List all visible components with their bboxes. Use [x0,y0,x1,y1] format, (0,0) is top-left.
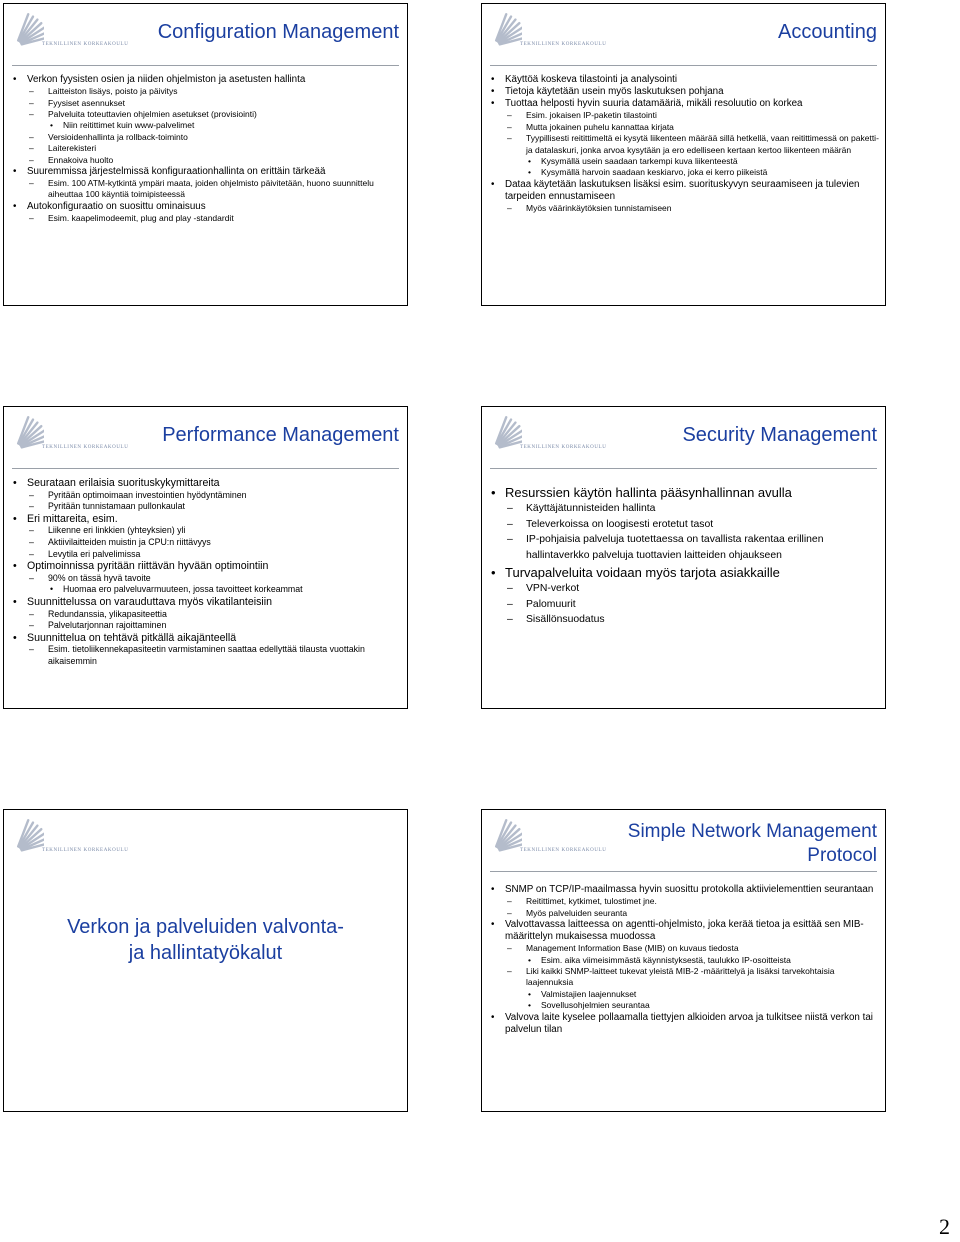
dash-marker: – [29,97,34,108]
bullet-text: Pyritään optimoimaan investointien hyödyntäminen [48,489,247,500]
bullet-text: Esim. aika viimeisimmästä käynnistyksestä, taulukko IP-osoitteista [541,954,791,965]
bullet-item-level-3 [490,1000,879,1011]
dash-marker: – [29,86,34,97]
bullet-marker: • [491,884,495,895]
bullet-text: Versioidenhallinta ja rollback-toiminto [48,131,188,142]
dash-marker: – [507,583,513,594]
bullet-item-level-1 [490,1012,879,1036]
brand-wordmark: TEKNILLINEN KORKEAKOULU [520,42,607,47]
tkk-fan-icon [14,413,44,451]
bullet-text: Niin reitittimet kuin www-palvelimet [63,120,195,131]
bullet-item-level-2 [12,644,401,667]
bullet-text: Suuremmissa järjestelmissä konfiguraationhallinta on erittäin tärkeää [27,165,326,177]
bullet-text: Esim. kaapelimodeemit, plug and play -standardit [48,212,234,223]
bullet-item-level-1 [490,86,879,98]
bullet-marker: • [528,954,531,965]
bullet-item-level-1 [490,884,879,896]
bullet-text: Käyttäjätunnisteiden hallinta [526,503,656,514]
slide-section-title [3,809,408,1112]
bullet-item-level-2 [12,525,401,537]
bullet-item-level-3 [490,156,879,167]
slide-body [490,483,879,628]
bullet-item-level-1 [490,98,879,110]
bullet-item-level-1 [12,596,401,609]
bullet-item-level-1 [12,513,401,526]
tkk-logo [14,816,132,856]
bullet-text: Myös palveluiden seuranta [526,907,628,918]
slide-title [628,820,877,868]
dash-marker: – [507,121,512,132]
bullet-item-level-1 [490,74,879,86]
dash-marker: – [507,534,513,545]
bullet-item-level-2 [490,597,879,613]
tkk-logo [492,413,610,453]
bullet-text: Ennakoiva huolto [48,154,114,165]
bullet-marker: • [50,120,53,131]
bullet-item-level-2 [490,908,879,919]
bullet-item-level-1 [490,565,879,581]
slide-performance-management [3,406,408,709]
slide-snmp [481,809,886,1112]
tkk-logo [492,10,610,50]
bullet-text: Huomaa ero palveluvarmuuteen, jossa tavoitteet korkeammat [63,584,303,595]
dash-marker: – [29,489,34,500]
bullet-text: Laitteiston lisäys, poisto ja päivitys [48,86,178,97]
section-title-line-1: Verkon ja palveluiden valvonta- [67,916,344,938]
slide-body [490,74,879,214]
bullet-item-level-3 [490,989,879,1000]
bullet-text: Reitittimet, kytkimet, tulostimet jne. [526,896,657,907]
bullet-marker: • [528,155,531,166]
bullet-text: Tuottaa helposti hyvin suuria datamääriä, mikäli resoluutio on korkea [505,98,803,110]
bullet-text: Esim. jokaisen IP-paketin tilastointi [526,110,657,121]
bullet-item-level-2 [12,490,401,502]
bullet-text: Management Information Base (MIB) on kuvaus tiedosta [526,943,739,954]
slide-body [12,477,401,668]
bullet-item-level-2 [490,943,879,954]
bullet-marker: • [528,988,531,999]
bullet-text: Laiterekisteri [48,143,97,154]
dash-marker: – [29,644,34,655]
bullet-item-level-2 [490,581,879,597]
dash-marker: – [507,943,512,954]
bullet-marker: • [13,631,17,644]
bullet-text: Esim. tietoliikennekapasiteetin varmistaminen saattaa edellyttää tilausta vuottakin aikaisemmin [48,644,365,666]
bullet-text: Sovellusohjelmien seurantaa [541,1000,650,1011]
dash-marker: – [29,131,34,142]
bullet-marker: • [13,74,17,85]
bullet-text: Eri mittareita, esim. [27,512,118,525]
bullet-item-level-1 [12,166,401,178]
bullet-marker: • [491,918,495,930]
bullet-text: Resurssien käytön hallinta pääsynhallinnan avulla [505,485,792,500]
bullet-item-level-2 [490,122,879,133]
slide-title: Security Management [682,424,877,446]
bullet-text: Liki kaikki SNMP-laitteet tukevat yleistä MIB-2 -määrittelyä ja lisäksi tarvekohtaisia laajennuksia [526,965,835,988]
dash-marker: – [29,548,34,559]
tkk-logo [14,413,132,453]
brand-wordmark: TEKNILLINEN KORKEAKOULU [520,445,607,450]
bullet-text: Myös väärinkäytöksien tunnistamiseen [526,202,672,213]
bullet-item-level-2 [12,573,401,585]
bullet-item-level-2 [12,132,401,143]
bullet-item-level-2 [12,609,401,621]
title-rule [490,871,877,872]
bullet-item-level-2 [12,620,401,632]
bullet-item-level-3 [490,167,879,178]
bullet-marker: • [13,512,17,525]
bullet-marker: • [13,165,17,177]
bullet-text: Palveluita toteuttavien ohjelmien asetukset (provisiointi) [48,108,257,119]
brand-wordmark: TEKNILLINEN KORKEAKOULU [520,848,607,853]
bullet-item-level-1 [12,560,401,573]
dash-marker: – [507,965,512,976]
bullet-text: Suunnittelua on tehtävä pitkällä aikajänteellä [27,631,237,644]
dash-marker: – [29,608,34,619]
title-rule [12,468,399,469]
slide-body [12,74,401,224]
bullet-text: Sisällönsuodatus [526,614,605,625]
bullet-text: Verkon fyysisten osien ja niiden ohjelmiston ja asetusten hallinta [27,74,306,85]
bullet-item-level-2 [12,98,401,109]
bullet-text: VPN-verkot [526,583,580,594]
dash-marker: – [507,110,512,121]
dash-marker: – [29,501,34,512]
bullet-text: Kysymällä harvoin saadaan keskiarvo, joka ei kerro piikeistä [541,167,768,178]
bullet-text: Valvova laite kyselee pollaamalla tiettyjen alkioiden arvoa ja tulkitsee niistä verkon tai palvelun tilan [505,1011,873,1035]
bullet-item-level-2 [490,532,879,563]
tkk-logo [14,10,132,50]
bullet-item-level-1 [490,919,879,943]
dash-marker: – [29,143,34,154]
bullet-text: Dataa käytetään laskutuksen lisäksi esim. suorituskyvyn seuraamiseen ja tulevien tarpeiden ennustamiseen [505,178,860,202]
bullet-item-level-1 [490,485,879,501]
tkk-fan-icon [492,10,522,48]
bullet-text: Palomuurit [526,598,576,610]
dash-marker: – [29,178,34,189]
dash-marker: – [29,154,34,165]
bullet-item-level-2 [490,517,879,533]
dash-marker: – [29,525,34,536]
bullet-marker: • [491,74,495,85]
bullet-item-level-2 [490,203,879,214]
slide-title-line-1: Simple Network Management [627,821,877,842]
bullet-text: Palvelutarjonnan rajoittaminen [48,620,167,631]
bullet-marker: • [13,595,17,608]
tkk-fan-icon [14,816,44,854]
slide-title: Accounting [778,21,877,43]
bullet-item-level-1 [12,74,401,86]
bullet-text: Optimoinnissa pyritään riittävän hyvään optimointiin [27,560,269,573]
slide-security-management [481,406,886,709]
tkk-fan-icon [492,816,522,854]
bullet-item-level-1 [12,477,401,490]
bullet-item-level-2 [490,133,879,156]
bullet-item-level-2 [490,612,879,628]
slide-accounting [481,3,886,306]
dash-marker: – [507,598,513,610]
bullet-item-level-2 [12,86,401,97]
bullet-text: Tietoja käytetään usein myös laskutuksen pohjana [505,86,724,98]
bullet-text: Redundanssia, ylikapasiteettia [48,608,167,619]
section-title-line-2: ja hallintatyökalut [128,942,283,964]
dash-marker: – [29,108,34,119]
bullet-text: Autokonfiguraatio on suosittu ominaisuus [27,200,206,212]
bullet-marker: • [491,98,495,110]
bullet-text: Kysymällä usein saadaan tarkempi kuva liikenteestä [541,155,738,166]
bullet-marker: • [491,86,495,98]
tkk-fan-icon [14,10,44,48]
dash-marker: – [507,907,512,918]
bullet-text: Turvapalveluita voidaan myös tarjota asiakkaille [505,565,780,580]
title-rule [490,65,877,66]
bullet-text: Levytila eri palvelimissa [48,548,141,559]
dash-marker: – [507,896,512,907]
dash-marker: – [29,536,34,547]
brand-wordmark: TEKNILLINEN KORKEAKOULU [42,445,129,450]
bullet-text: IP-pohjaisia palveluja tuotettaessa on tavallista rakentaa erillinen hallintaverkko palveluja tuottavien laitteiden ohjaukseen [526,534,824,561]
slide-configuration-management [3,3,408,306]
bullet-marker: • [528,167,531,178]
title-rule [490,468,877,469]
bullet-item-level-2 [490,896,879,907]
brand-wordmark: TEKNILLINEN KORKEAKOULU [42,42,129,47]
bullet-item-level-2 [490,966,879,989]
bullet-text: Pyritään tunnistamaan pullonkaulat [48,501,185,512]
dash-marker: – [507,518,513,530]
bullet-text: Suunnittelussa on varauduttava myös vikatilanteisiin [27,595,272,608]
bullet-item-level-2 [12,178,401,201]
bullet-text: Esim. 100 ATM-kytkintä ympäri maata, joiden ohjelmisto päivitetään, huono suunnittelu aiheuttaa 100 käyntiä toimipisteessä [48,178,374,200]
page-number: 2 [939,1214,950,1239]
dash-marker: – [29,212,34,223]
bullet-item-level-3 [490,955,879,966]
bullet-marker: • [491,178,495,190]
bullet-text: SNMP on TCP/IP-maailmassa hyvin suosittu protokolla aktiivielementtien seurantaan [505,884,874,895]
bullet-item-level-2 [12,549,401,561]
bullet-marker: • [13,200,17,212]
bullet-text: Liikenne eri linkkien (yhteyksien) yli [48,525,186,536]
bullet-item-level-2 [12,143,401,154]
bullet-marker: • [491,565,496,580]
dash-marker: – [507,202,512,213]
tkk-fan-icon [492,413,522,451]
bullet-marker: • [491,1011,495,1023]
bullet-text: Käyttöä koskeva tilastointi ja analysointi [505,74,678,85]
bullet-text: Televerkoissa on loogisesti erotetut tasot [526,518,714,530]
bullet-item-level-3 [12,120,401,131]
bullet-item-level-2 [490,110,879,121]
slide-title: Configuration Management [157,21,399,43]
bullet-item-level-1 [12,632,401,645]
bullet-marker: • [13,560,17,573]
bullet-text: Seurataan erilaisia suorituskykymittareita [27,477,220,489]
brand-wordmark: TEKNILLINEN KORKEAKOULU [42,848,129,853]
bullet-item-level-2 [12,213,401,224]
title-rule [12,65,399,66]
tkk-logo [492,816,610,856]
bullet-item-level-2 [490,501,879,517]
dash-marker: – [507,133,512,144]
bullet-text: Valmistajien laajennukset [541,988,637,999]
bullet-item-level-1 [490,179,879,203]
bullet-marker: • [50,584,54,595]
bullet-text: Fyysiset asennukset [48,97,126,108]
bullet-text: Valvottavassa laitteessa on agentti-ohjelmisto, joka kerää tietoa ja esittää sen MIB-määrittelyn mukaisessa muodossa [505,918,864,942]
bullet-text: Mutta jokainen puhelu kannattaa kirjata [526,121,674,132]
dash-marker: – [29,620,34,631]
bullet-text: Tyypillisesti reitittimeltä ei kysytä liikenteen määrää sillä hetkellä, vaan reitittimessä on paketti- ja datalaskuri, jonka arvoa kysytään ja ero edelliseen kertaan kertoo liikenteen määrän [526,133,879,155]
bullet-item-level-2 [12,501,401,513]
bullet-item-level-2 [12,537,401,549]
bullet-item-level-2 [12,155,401,166]
dash-marker: – [507,614,513,625]
slide-title: Performance Management [162,424,399,446]
dash-marker: – [507,503,513,514]
slide-title-line-2: Protocol [807,845,877,866]
bullet-item-level-3 [12,584,401,596]
bullet-item-level-2 [12,109,401,120]
bullet-text: 90% on tässä hyvä tavoite [48,572,151,583]
bullet-marker: • [528,1000,531,1011]
bullet-marker: • [13,477,17,489]
slide-body [490,884,879,1036]
bullet-marker: • [491,485,496,500]
bullet-item-level-1 [12,201,401,213]
dash-marker: – [29,572,34,583]
section-title [4,914,407,966]
bullet-text: Aktiivilaitteiden muistin ja CPU:n riittävyys [48,536,211,547]
